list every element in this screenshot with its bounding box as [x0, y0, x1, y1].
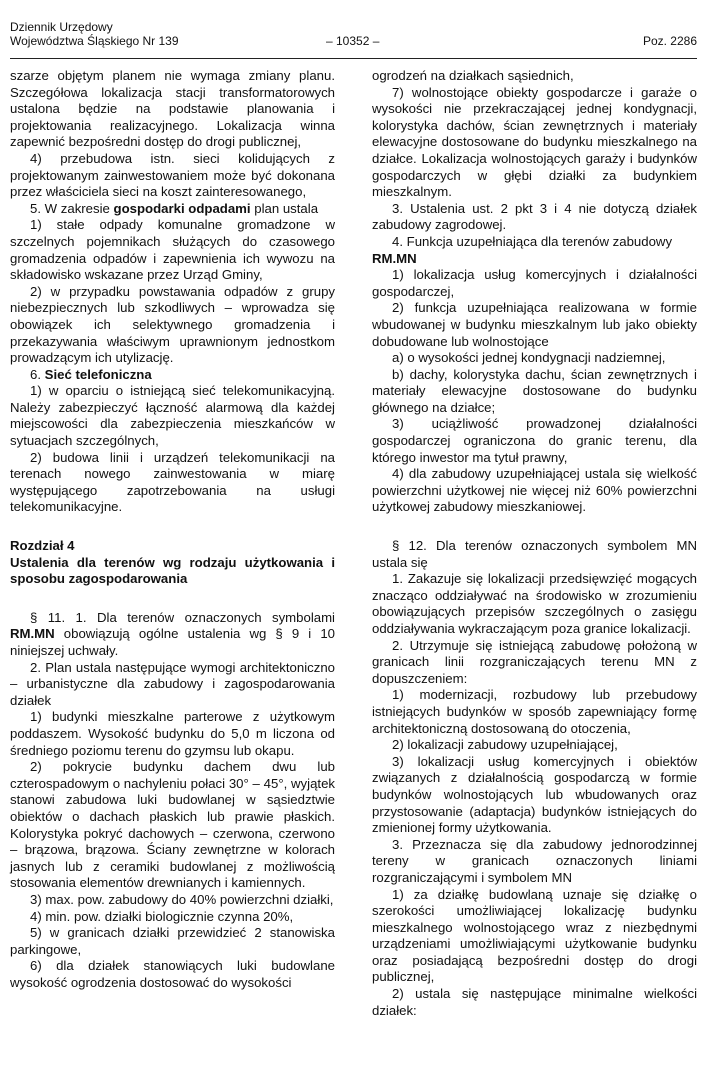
chapter-title-text: Rozdział 4: [10, 538, 75, 554]
paragraph: szarze objętym planem nie wymaga zmiany planu. Szczegółowa lokalizacja stacji transformatorowych ustalona będzie na podstawie planowania i projektowania realizacyjnego. Lokalizacja winna zapewnić bezpośredni dostęp do drogi publicznej,: [10, 68, 335, 150]
left-column: [10, 68, 335, 991]
page-number: – 10352 –: [326, 34, 380, 48]
right-column: [372, 68, 697, 1019]
journal-line-1: Dziennik Urzędowy: [10, 20, 113, 34]
text-run: § 11. 1. Dla terenów oznaczonych symbolami: [30, 609, 335, 625]
paragraph: 1) budynki mieszkalne parterowe z użytkowym poddaszem. Wysokość budynku do 5,0 m liczona od średniego poziomu terenu do gzymsu lub okapu.: [10, 709, 335, 758]
paragraph: [372, 234, 697, 267]
paragraph: 3) uciążliwość prowadzonej działalności gospodarczej ograniczona do granic terenu, dla którego inwestor ma tytuł prawny,: [372, 416, 697, 465]
paragraph: 3) lokalizacji usług komercyjnych i obiektów związanych z działalnością gospodarczą w formie budynków wolnostojących lub wbudowanych oraz przystosowanie (adaptacja) budynków istniejących do zmienionej formy użytkowania.: [372, 753, 697, 836]
paragraph: 5) w granicach działki przewidzieć 2 stanowiska parkingowe,: [10, 925, 335, 957]
paragraph: 2) ustala się następujące minimalne wielkości działek:: [372, 986, 697, 1018]
paragraph: 3. Przeznacza się dla zabudowy jednorodzinnej tereny w granicach oznaczonych liniami rozgraniczającymi i symbolem MN: [372, 836, 697, 885]
paragraph: 4) min. pow. działki biologicznie czynna 20%,: [30, 908, 294, 924]
paragraph: 2) lokalizacji zabudowy uzupełniającej,: [392, 737, 618, 753]
paragraph: 3. Ustalenia ust. 2 pkt 3 i 4 nie dotyczą działek zabudowy zagrodowej.: [372, 200, 697, 233]
bold-term: gospodarki odpadami: [113, 200, 251, 216]
paragraph: 4) dla zabudowy uzupełniającej ustala się wielkość powierzchni użytkowej nie więcej niż 60% powierzchni użytkowej zabudowy mieszkaniowej.: [372, 466, 697, 515]
paragraph: 1) za działkę budowlaną uznaje się działkę o szerokości umożliwiającej lokalizację budynku mieszkalnego wolnostojącego wraz z niezbędnymi urządzeniami umożliwiającymi użytkowanie budynku oraz posiadającą bezpośredni dostęp do drogi publicznej,: [372, 886, 697, 985]
paragraph: 7) wolnostojące obiekty gospodarcze i garaże o wysokości nie przekraczającej jednej kondygnacji, kolorystyka dachów, ścian zewnętrznych i materiały elewacyjne dostosowane do budynku mieszkalnego na działce. Lokalizacja wolnostojących garaży i budynków gospodarczych w głębi działki za budynkiem mieszkalnym.: [372, 84, 697, 200]
paragraph: 2. Plan ustala następujące wymogi architektoniczno – urbanistyczne dla zabudowy i zagospodarowania działek: [10, 659, 335, 708]
paragraph: 1) w oparciu o istniejącą sieć telekomunikacyjną. Należy zabezpieczyć łączność alarmową dla każdej miejscowości dla zabezpieczenia mieszkańców w sytuacjach szczególnych,: [10, 383, 335, 449]
journal-title: [10, 20, 179, 48]
page-header: [10, 20, 697, 60]
text-run: 6.: [30, 366, 45, 382]
text-run: obowiązują ogólne ustalenia wg § 9 i 10 niniejszej uchwały.: [10, 626, 335, 658]
chapter-title: [10, 538, 335, 555]
header-rule: [10, 58, 697, 59]
paragraph: 2) funkcja uzupełniająca realizowana w formie wbudowanej w budynku mieszkalnym lub jako obiekty dobudowane lub wolnostojące: [372, 300, 697, 349]
paragraph: 2) pokrycie budynku dachem dwu lub czterospadowym o nachyleniu połaci 30° – 45°, wyjątek stanowi zabudowa luki budowlanej w sąsiedztwie obiektów o dachach płaskich lub prawie płaskich. Kolorystyka pokryć dachowych – czerwona, czerwono – brązowa, brązowa. Ściany zewnętrzne w kolorach jasnych lub z ceramiki budowlanej z możliwością stosowania elementów drewnianych i kamiennych.: [10, 759, 335, 891]
spacer: [372, 516, 697, 538]
paragraph: ogrodzeń na działkach sąsiednich,: [372, 68, 574, 83]
paragraph: [10, 367, 335, 384]
paragraph: 1) stałe odpady komunalne gromadzone w szczelnych pojemnikach służących do czasowego gromadzenia odpadów i zapewnienia ich wywozu na składowisko wskazane przez Urząd Gminy,: [10, 217, 335, 283]
paragraph: 1) modernizacji, rozbudowy lub przebudowy istniejących budynków w sposób zapewniający formę architektoniczną dostosowaną do otoczenia,: [372, 687, 697, 736]
paragraph: 2) w przypadku powstawania odpadów z grupy niebezpiecznych lub szkodliwych – wprowadza się obowiązek ich selektywnego gromadzenia i przekazywania właściwym uprawnionym jednostkom prowadzącym ich utylizację.: [10, 283, 335, 366]
paragraph: 3) max. pow. zabudowy do 40% powierzchni działki,: [30, 891, 334, 907]
paragraph: 1. Zakazuje się lokalizacji przedsięwzięć mogących znacząco oddziaływać na środowisko w zrozumieniu obowiązujących przepisów szczególnych o zasięgu oddziaływania wykraczającym poza granice lokalizacji.: [372, 571, 697, 636]
spacer: [10, 516, 335, 538]
paragraph: § 12. Dla terenów oznaczonych symbolem MN ustala się: [372, 538, 697, 570]
paragraph: 2. Utrzymuje się istniejącą zabudowę położoną w granicach linii rozgraniczających terenu MN z dopuszczeniem:: [372, 637, 697, 686]
paragraph: 4) przebudowa istn. sieci kolidujących z projektowanym zainwestowaniem może być dokonana przez właściciela sieci na koszt zainteresowanego,: [10, 150, 335, 200]
chapter-subtitle-text: Ustalenia dla terenów wg rodzaju użytkowania i sposobu zagospodarowania: [10, 554, 335, 587]
paragraph: a) o wysokości jednej kondygnacji nadziemnej,: [392, 350, 666, 366]
paragraph: [10, 201, 335, 218]
bold-term: RM.MN: [372, 250, 417, 266]
bold-term: Sieć telefoniczna: [44, 366, 152, 382]
chapter-subtitle: [10, 555, 335, 588]
position-number: Poz. 2286: [642, 34, 697, 48]
paragraph: 2) budowa linii i urządzeń telekomunikacji na terenach nowego zainwestowania w miarę występującego zapotrzebowania na usługi telekomunikacyjne.: [10, 449, 335, 515]
spacer: [10, 588, 335, 610]
paragraph: 1) lokalizacja usług komercyjnych i działalności gospodarczej,: [372, 267, 697, 299]
text-run: plan ustala: [250, 200, 319, 216]
paragraph: b) dachy, kolorystyka dachu, ścian zewnętrznych i materiały elewacyjne dostosowane do budynku głównego na działce;: [372, 366, 697, 415]
journal-line-2: Województwa Śląskiego Nr 139: [10, 34, 179, 48]
paragraph: [10, 610, 335, 660]
text-run: 4. Funkcja uzupełniająca dla terenów zabudowy: [392, 233, 673, 249]
bold-term: RM.MN: [10, 626, 55, 642]
text-run: 5. W zakresie: [30, 200, 114, 216]
paragraph: 6) dla działek stanowiących luki budowlane wysokość ogrodzenia dostosować do wysokości: [10, 958, 335, 990]
